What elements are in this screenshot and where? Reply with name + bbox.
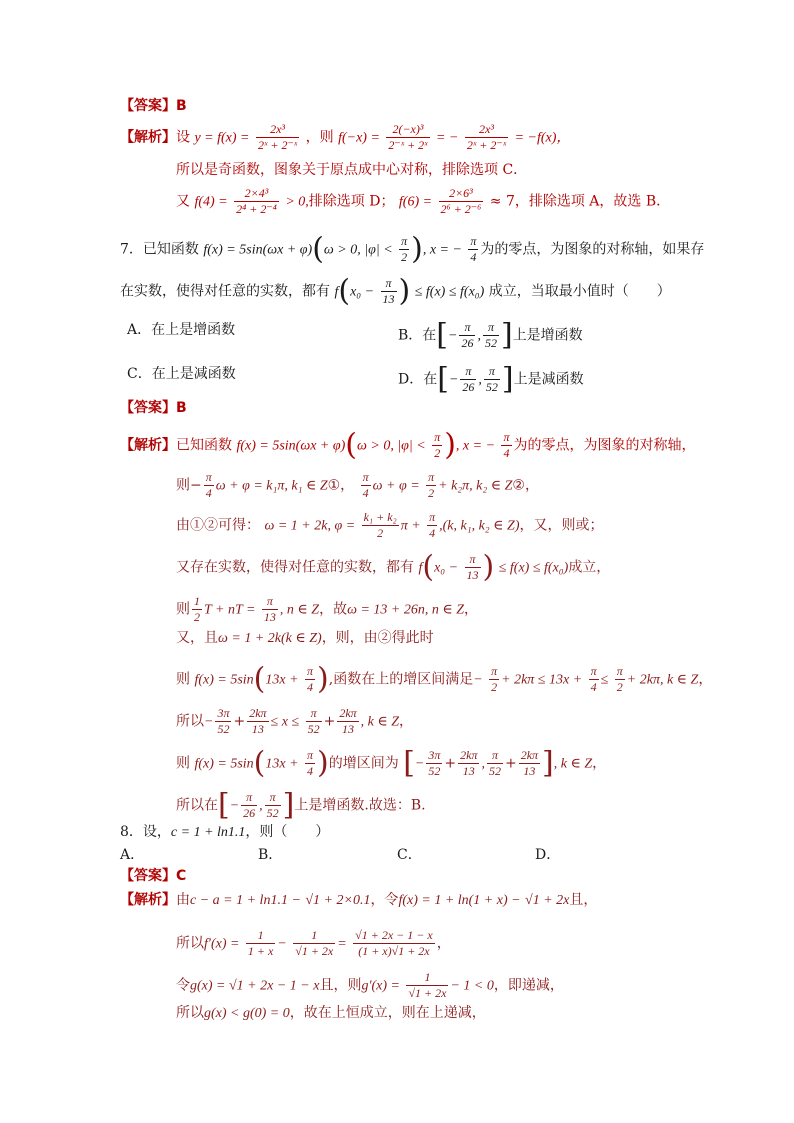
q8-option-b: B． — [258, 847, 283, 863]
math-expr: x₀ − — [434, 560, 459, 576]
text: ，又，则或； — [519, 517, 604, 534]
math-expr: , n ∈ Z — [279, 602, 320, 618]
paren: ( — [422, 549, 435, 585]
fraction: $\frac{\pi}{4}$ — [205, 470, 212, 500]
text: ，则，由②得此时 — [321, 630, 434, 646]
q8-option-a: A． — [120, 847, 145, 863]
text: 则 — [176, 601, 190, 618]
bracket: ] — [501, 361, 514, 397]
math-expr: , — [481, 756, 485, 772]
bracket: [ — [437, 361, 449, 397]
bracket: [ — [436, 317, 449, 353]
fraction: $\frac{\text{2×6³}}{\text{2⁶ + 2⁻⁶}}$ — [440, 186, 482, 216]
math-expr: f(x) = 5sin(ωx + φ) — [236, 438, 346, 454]
fraction: $\frac{\pi}{4}$ — [429, 510, 436, 540]
math-expr: , — [478, 372, 482, 388]
math-expr: π + — [400, 518, 421, 534]
text: B．在 — [398, 327, 437, 344]
q8-stem — [120, 822, 329, 843]
paren: ( — [338, 273, 351, 309]
math-expr: , x = − — [422, 242, 462, 258]
paren: ) — [317, 661, 329, 697]
text: 7．已知函数 — [120, 241, 199, 258]
analysis-label: 【解析】 — [120, 129, 176, 146]
text: 为的零点，为图象的对称轴，如果存 — [480, 241, 705, 258]
math-expr: ≤ f(x) ≤ f(x₀) — [498, 560, 569, 576]
text: ， — [698, 671, 713, 688]
math-expr: − — [414, 756, 425, 772]
fraction: $\frac{\pi}{4}$ — [362, 470, 369, 500]
math-expr: + 2kπ ≤ 13x + — [501, 672, 583, 688]
paren: ( — [312, 231, 324, 267]
math-expr: − — [204, 714, 214, 730]
q8-option-c: C． — [397, 847, 422, 863]
q7-analysis-line-5 — [176, 594, 478, 625]
analysis-label: 【解析】 — [120, 892, 176, 908]
math-expr: x₀ − — [350, 284, 375, 300]
fraction: $\frac{\pi}{13}$ — [382, 276, 395, 306]
text: 所以 — [176, 935, 204, 952]
math-expr: f(x) = 5sin — [194, 756, 254, 772]
text: 8．设， — [120, 824, 171, 840]
paren: ) — [411, 231, 423, 267]
math-expr: − — [448, 328, 458, 344]
fraction: $\frac{\text{2×4³}}{\text{2⁴ + 2⁻⁴}}$ — [236, 186, 277, 216]
text: 在实数，使得对任意的实数，都有 — [120, 283, 330, 300]
text: 则− — [176, 477, 202, 494]
text: ， — [464, 601, 479, 618]
fraction: $\frac{2k\pi}{13}$ — [339, 706, 357, 736]
answer-value: B — [176, 400, 187, 416]
text: ≈ 7，排除选项 A，故选 B． — [489, 193, 671, 210]
answer-value: B — [176, 98, 187, 114]
fraction: $\frac{\pi}{2}$ — [434, 430, 441, 460]
math-expr: ,(k, k₁, k₂ ∈ Z) — [439, 518, 520, 534]
math-expr: , x = − — [455, 438, 496, 454]
text: ，故 — [319, 601, 348, 618]
fraction: $\frac{\text{2(−x)³}}{\text{2⁻ˣ + 2ˣ}}$ — [388, 122, 428, 152]
text: 排除选项 D； — [308, 193, 395, 210]
math-expr: , k ∈ Z — [553, 756, 593, 772]
text: ， — [583, 892, 598, 908]
text: 且 — [569, 892, 584, 908]
text: 成立，当取最小值时（ ） — [488, 283, 671, 300]
math-expr: ≤ f(x) ≤ f(x₀) — [414, 284, 485, 300]
math-expr: , — [477, 328, 481, 344]
text: ，则 — [305, 129, 334, 146]
math-expr: , — [259, 798, 263, 814]
q7-option-c: C．在上是减函数 — [127, 366, 236, 382]
text: 已知函数 — [176, 437, 232, 454]
math-expr: f(−x) = — [338, 130, 380, 146]
text: 上是增函数.故选：B. — [294, 797, 426, 814]
math-expr: > 0, — [285, 194, 309, 210]
fraction: $\frac{\pi}{52}$ — [484, 320, 497, 350]
fraction: $\frac{1}{√1 + 2x}$ — [408, 970, 447, 1000]
q8-analysis-line-3 — [176, 970, 564, 1001]
math-expr: − — [277, 936, 287, 952]
fraction: $\frac{3\pi}{52}$ — [217, 706, 230, 736]
text: ②， — [512, 477, 539, 494]
q7-analysis-line-3 — [176, 510, 603, 541]
fraction: $\frac{\text{2x³}}{\text{2ˣ + 2⁻ˣ}}$ — [466, 122, 507, 152]
q7-analysis-line-6 — [176, 628, 434, 649]
q7-stem-line-1 — [120, 231, 705, 267]
text: ，即递减， — [493, 977, 564, 994]
text: 又 — [176, 193, 190, 210]
paren: ( — [253, 745, 266, 781]
q6-analysis-line-2: 所以是奇函数，图象关于原点成中心对称，排除选项 C． — [176, 162, 528, 178]
math-expr: − — [229, 798, 240, 814]
math-expr: ω > 0, |φ| < — [357, 438, 426, 454]
text: ， — [592, 755, 607, 772]
bracket: [ — [403, 745, 415, 781]
math-expr: ω + φ = k₁π, k₁ ∈ Z — [215, 478, 328, 494]
math-expr: − 1 < 0 — [450, 978, 494, 994]
q6-analysis-line-3 — [176, 186, 670, 217]
math-expr: ≤ x ≤ — [270, 714, 300, 730]
math-expr: 13x + — [265, 756, 299, 772]
text: 令 — [176, 977, 190, 994]
bracket: ] — [500, 317, 513, 353]
fraction: $\frac{\pi}{52}$ — [266, 790, 279, 820]
math-expr: , k ∈ Z — [360, 714, 400, 730]
q7-answer-line — [120, 398, 187, 418]
text: 由①②可得： — [176, 517, 260, 534]
fraction: $\frac{\pi}{52}$ — [485, 364, 498, 394]
math-expr: ω > 0, |φ| < — [323, 242, 393, 258]
fraction: $\frac{2k\pi}{13}$ — [520, 748, 539, 778]
math-expr: g(x) < g(0) = 0 — [204, 1006, 290, 1021]
math-expr: f(6) = — [398, 194, 433, 210]
text: 的增区间为 — [328, 755, 399, 772]
bracket: [ — [218, 787, 230, 823]
text: 又存在实数，使得对任意的实数，都有 — [176, 559, 414, 576]
math-expr: + k₂π, k₂ ∈ Z — [438, 478, 513, 494]
fraction: $\frac{1}{1 + x}$ — [247, 928, 274, 958]
fraction: $\frac{\pi}{4}$ — [470, 234, 477, 264]
q7-analysis-line-2 — [176, 470, 539, 501]
analysis-label: 【解析】 — [120, 437, 176, 454]
text: 由 — [176, 892, 190, 908]
math-expr: + 2kπ, k ∈ Z — [626, 672, 699, 688]
q7-analysis-line-10 — [176, 787, 426, 823]
fraction: $\frac{\pi}{2}$ — [428, 470, 435, 500]
math-expr: √1 + 2×0.1 — [305, 893, 371, 908]
q8-answer-line — [120, 866, 186, 886]
fraction: $\frac{\pi}{52}$ — [488, 748, 501, 778]
math-expr: y = f(x) = — [194, 130, 250, 146]
paren: ( — [253, 661, 266, 697]
q7-option-b — [398, 317, 583, 353]
text: ①， — [327, 477, 355, 494]
fraction: $\frac{\text{2x³}}{\text{2ˣ + 2⁻ˣ}}$ — [257, 122, 298, 152]
math-expr: = −f(x)， — [514, 130, 571, 146]
text: 所以在 — [176, 797, 218, 814]
text: ，故在上恒成立，则在上递减， — [289, 1005, 486, 1021]
q7-analysis-line-7 — [176, 661, 713, 697]
fraction: $\frac{\pi}{4}$ — [307, 664, 314, 694]
q7-option-a: A．在上是增函数 — [127, 322, 236, 338]
fraction: $\frac{√1 + 2x - 1 - x}{(1 + x)√1 + 2x}$ — [355, 928, 433, 958]
bracket: ] — [282, 787, 295, 823]
fraction: $\frac{\pi}{2}$ — [616, 664, 623, 694]
math-expr: 13x + — [265, 672, 299, 688]
math-expr: c − a = 1 + ln1.1 − — [190, 893, 301, 908]
q7-analysis-line-4 — [176, 549, 611, 585]
fraction: $\frac{\pi}{4}$ — [307, 748, 314, 778]
fraction: $\frac{2k\pi}{13}$ — [460, 748, 478, 778]
math-expr: g(x) = √1 + 2x − 1 − x — [190, 978, 320, 994]
answer-label: 【答案】 — [120, 868, 176, 884]
math-expr: f(x) = 5sin(ωx + φ) — [203, 242, 313, 258]
math-expr: − — [448, 372, 459, 388]
text: 所以 — [176, 1005, 204, 1021]
math-expr: f — [334, 284, 339, 300]
math-expr: ω = 13 + 26n, n ∈ Z — [347, 602, 465, 618]
fraction: $\frac{3\pi}{52}$ — [428, 748, 441, 778]
math-expr: f(4) = — [194, 194, 228, 210]
paren: ) — [482, 549, 495, 585]
q8-option-d: D． — [535, 847, 561, 863]
q7-analysis-line-8: 所以− $\frac{3\pi}{52}$ + $\frac{2k\pi}{13}$ ≤ x ≤ $\frac{\pi}{52}$ + $\frac{2k\pi}{13}$ , k ∈ Z， — [176, 706, 414, 736]
fraction: $\frac{\pi}{4}$ — [503, 430, 510, 460]
fraction: $\frac{\pi}{26}$ — [462, 364, 475, 394]
q7-option-d — [398, 361, 584, 397]
math-expr: √1 + 2x — [525, 893, 570, 908]
math-expr: T + nT = — [204, 602, 256, 618]
fraction: $\frac{2k\pi}{13}$ — [249, 706, 267, 736]
text: D．在 — [398, 371, 438, 388]
math-expr: = — [337, 936, 347, 952]
answer-value: C — [176, 868, 187, 884]
text: 则 — [176, 671, 190, 688]
q6-analysis-line-1 — [120, 122, 570, 153]
math-expr: f′(x) = — [204, 936, 240, 952]
text: 又，且 — [176, 630, 218, 646]
text: 则 — [176, 755, 190, 772]
text: 上是增函数 — [512, 327, 583, 344]
math-expr: ω + φ = — [372, 478, 420, 494]
q8-analysis-line-2 — [176, 928, 451, 959]
math-expr: ≤ — [600, 672, 609, 688]
math-expr: f — [418, 560, 423, 576]
fraction: $\frac{1}{2}$ — [194, 594, 200, 624]
text: 且，则 — [319, 977, 362, 994]
fraction: $\frac{\pi}{13}$ — [466, 552, 479, 582]
q8-analysis-line-4 — [176, 1003, 486, 1024]
q7-stem-line-2 — [120, 273, 671, 309]
text: 为的零点，为图象的对称轴， — [513, 437, 696, 454]
fraction: $\frac{\text{k₁ + k₂}}{2}$ — [363, 510, 397, 540]
math-expr: g′(x) = — [361, 978, 401, 994]
fraction: $\frac{\pi}{4}$ — [590, 664, 597, 694]
fraction: $\frac{\pi}{26}$ — [243, 790, 256, 820]
fraction: $\frac{1}{√1 + 2x}$ — [295, 928, 334, 958]
q7-analysis-line-9: 则 f(x) = 5sin(13x + $\frac{\pi}{4}$ )的增区间为 [− $\frac{3\pi}{52}$ + $\frac{2k\pi}{13}$ , $\frac{\pi}{52}$ + $\frac{2k\pi}{13}$ ], k ∈ Z， — [176, 745, 607, 781]
fraction: $\frac{\pi}{2}$ — [401, 234, 408, 264]
math-expr: = − — [436, 130, 459, 146]
text: 所以 — [176, 713, 204, 730]
text: 成立， — [568, 559, 611, 576]
math-expr: − — [473, 672, 483, 688]
text: 设 — [176, 129, 190, 146]
paren: ) — [398, 273, 411, 309]
math-expr: f(x) = 5sin — [194, 672, 254, 688]
fraction: $\frac{\pi}{2}$ — [491, 664, 498, 694]
fraction: $\frac{\pi}{52}$ — [307, 706, 320, 736]
paren: ) — [317, 745, 329, 781]
math-expr: ω = 1 + 2k(k ∈ Z) — [218, 631, 322, 646]
answer-label: 【答案】 — [120, 98, 176, 114]
text: 上是减函数 — [513, 371, 584, 388]
q6-answer-line — [120, 96, 187, 116]
q7-analysis-line-1 — [120, 427, 696, 463]
text: ， — [399, 713, 414, 730]
paren: ) — [444, 427, 456, 463]
fraction: $\frac{\pi}{26}$ — [461, 320, 474, 350]
fraction: $\frac{\pi}{13}$ — [263, 594, 276, 624]
text: ， — [436, 935, 451, 952]
math-expr: f(x) = 1 + ln(1 + x) − — [398, 893, 521, 908]
bracket: ] — [542, 745, 554, 781]
text: ，令 — [370, 892, 399, 908]
math-expr: ω = 1 + 2k, φ = — [264, 518, 356, 534]
text: ,函数在上的增区间满足 — [328, 671, 474, 688]
text: ，则（ ） — [245, 824, 330, 840]
q8-analysis-line-1 — [120, 890, 597, 911]
math-expr: c = 1 + ln1.1 — [170, 825, 246, 840]
paren: ( — [345, 427, 357, 463]
answer-label: 【答案】 — [120, 400, 176, 416]
